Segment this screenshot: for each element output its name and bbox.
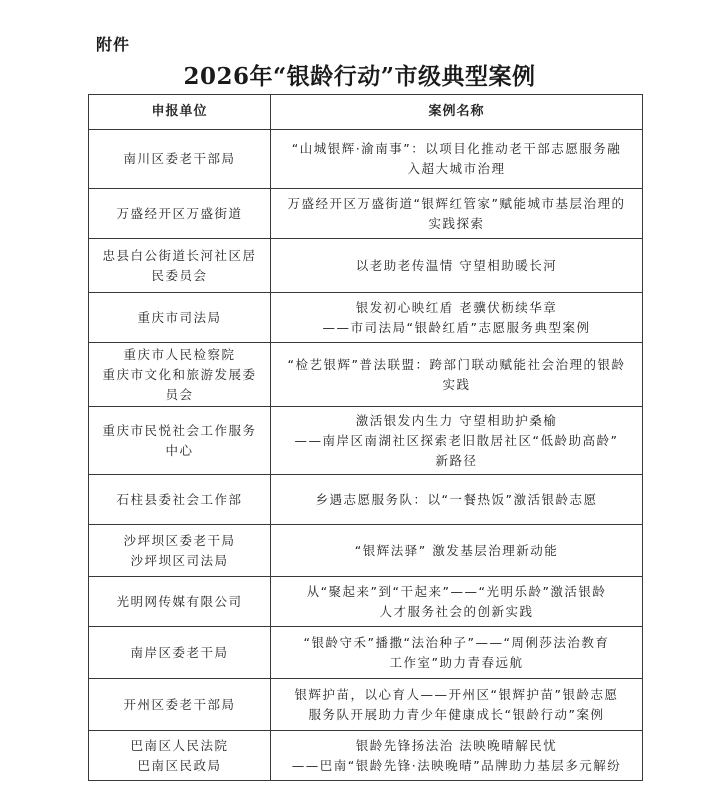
column-header-case: 案例名称 — [271, 95, 643, 130]
case-cell — [271, 627, 643, 679]
unit-line: 重庆市文化和旅游发展委 — [102, 366, 257, 382]
case-line: 以老助老传温情 守望相助暖长河 — [355, 257, 558, 273]
table-row — [89, 130, 643, 189]
case-line: ——市司法局“银龄红盾”志愿服务典型案例 — [322, 319, 591, 335]
case-cell — [271, 475, 643, 525]
unit-cell — [89, 343, 271, 407]
unit-cell — [89, 525, 271, 577]
table-row — [89, 525, 643, 577]
case-line: 银辉护苗，以心育人——开州区“银辉护苗”银龄志愿 — [294, 686, 619, 702]
unit-line: 沙坪坝区司法局 — [130, 552, 229, 568]
unit-line: 中心 — [165, 442, 194, 458]
unit-cell — [89, 577, 271, 627]
case-line: 实践探索 — [428, 215, 485, 231]
unit-cell — [89, 130, 271, 189]
case-line: ——南岸区南湖社区探索老旧散居社区“低龄助高龄” — [294, 432, 619, 448]
unit-cell — [89, 407, 271, 475]
case-line: 银龄先锋扬法治 法映晚晴解民忧 — [355, 737, 558, 753]
column-header-unit: 申报单位 — [89, 95, 271, 130]
case-line: 从“聚起来”到“干起来”——“光明乐龄”激活银龄 — [306, 583, 607, 599]
table-row — [89, 627, 643, 679]
unit-line: 巴南区人民法院 — [130, 737, 229, 753]
case-cell — [271, 130, 643, 189]
table-header-row — [89, 95, 643, 130]
unit-line: 民委员会 — [151, 267, 208, 283]
case-cell — [271, 679, 643, 731]
unit-line: 石柱县委社会工作部 — [116, 491, 243, 507]
table-row — [89, 731, 643, 781]
case-line: “山城银辉·渝南事”：以项目化推动老干部志愿服务融 — [291, 141, 622, 156]
case-line: ——巴南“银龄先锋·法映晚晴”品牌助力基层多元解纷 — [291, 757, 622, 773]
case-line: 人才服务社会的创新实践 — [379, 603, 534, 619]
case-cell — [271, 407, 643, 475]
unit-line: 万盛经开区万盛街道 — [116, 205, 243, 221]
unit-line: 南岸区委老干局 — [130, 644, 229, 660]
unit-cell — [89, 731, 271, 781]
unit-line: 开州区委老干部局 — [123, 696, 236, 712]
unit-line: 光明网传媒有限公司 — [116, 593, 243, 609]
unit-line: 重庆市民悦社会工作服务 — [102, 422, 257, 438]
table-row — [89, 293, 643, 343]
case-line: 入超大城市治理 — [407, 161, 506, 176]
case-line: “银龄守禾”播撒“法治种子”——“周俐莎法治教育 — [303, 634, 610, 650]
unit-line: 重庆市人民检察院 — [123, 346, 236, 362]
case-line: “检艺银辉”普法联盟：跨部门联动赋能社会治理的银龄 — [287, 356, 626, 372]
table-row — [89, 679, 643, 731]
table-row — [89, 475, 643, 525]
unit-cell — [89, 679, 271, 731]
cases-table — [88, 94, 643, 781]
table-row — [89, 239, 643, 293]
table-row — [89, 343, 643, 407]
case-line: 银发初心映红盾 老骥伏枥续华章 — [355, 299, 558, 315]
case-cell — [271, 731, 643, 781]
case-cell — [271, 343, 643, 407]
unit-cell — [89, 239, 271, 293]
unit-cell — [89, 189, 271, 239]
case-cell — [271, 189, 643, 239]
unit-line: 员会 — [165, 386, 194, 402]
unit-line: 重庆市司法局 — [137, 309, 222, 325]
table-row — [89, 577, 643, 627]
case-line: 工作室”助力青春远航 — [389, 654, 524, 670]
case-line: 乡遇志愿服务队：以“一餐热饭”激活银龄志愿 — [315, 491, 598, 507]
unit-cell — [89, 475, 271, 525]
unit-line: 南川区委老干部局 — [123, 151, 236, 166]
unit-line: 沙坪坝区委老干局 — [123, 532, 236, 548]
case-cell — [271, 525, 643, 577]
case-cell — [271, 293, 643, 343]
unit-line: 巴南区民政局 — [137, 757, 222, 773]
table-row — [89, 189, 643, 239]
case-line: 新路径 — [435, 452, 478, 468]
case-cell — [271, 577, 643, 627]
case-line: 实践 — [442, 376, 471, 392]
unit-cell — [89, 627, 271, 679]
case-line: 激活银发内生力 守望相助护桑榆 — [355, 412, 558, 428]
table-row — [89, 407, 643, 475]
case-line: “银辉法驿” 激发基层治理新动能 — [354, 542, 559, 558]
page-title: 2026年“银龄行动”市级典型案例 — [183, 63, 536, 90]
case-cell — [271, 239, 643, 293]
case-line: 服务队开展助力青少年健康成长“银龄行动”案例 — [308, 706, 605, 722]
unit-line: 忠县白公街道长河社区居 — [102, 247, 257, 263]
unit-cell — [89, 293, 271, 343]
case-line: 万盛经开区万盛街道“银辉红管家”赋能城市基层治理的 — [287, 195, 626, 211]
attachment-label: 附件 — [96, 35, 131, 54]
